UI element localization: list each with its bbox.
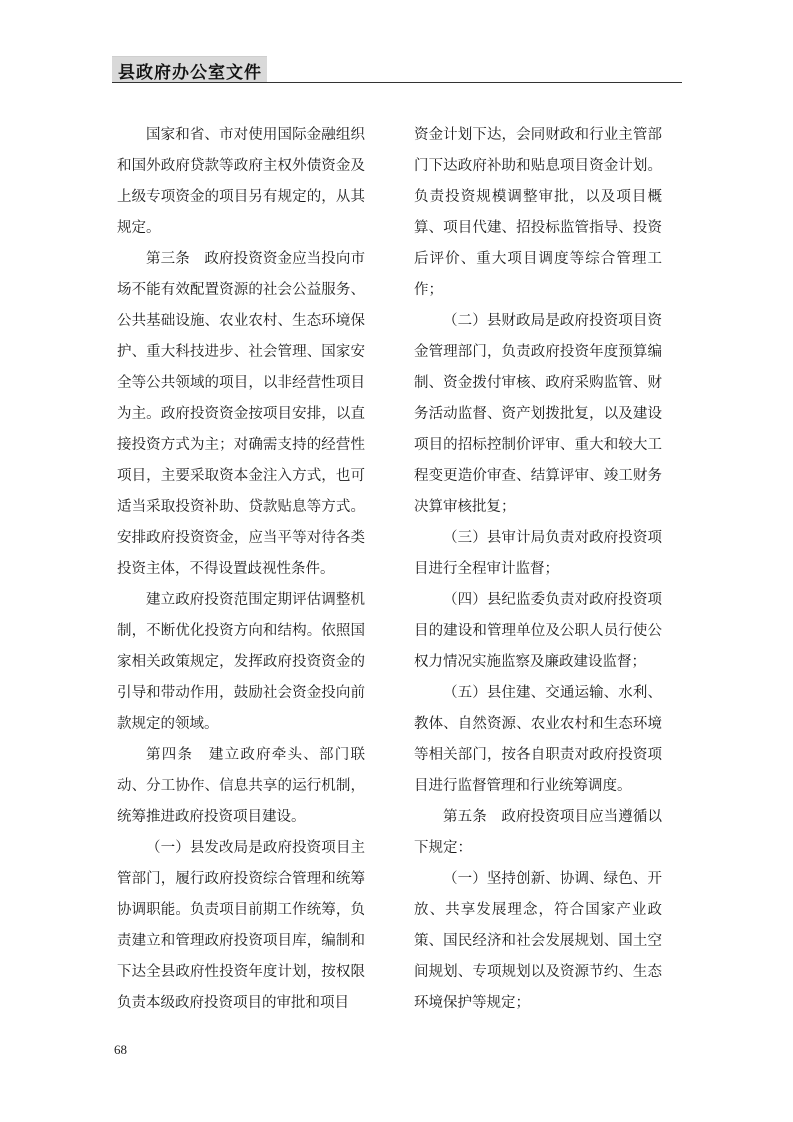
left-text-column (117, 120, 365, 1019)
paragraph: （二）县财政局是政府投资项目资金管理部门，负责政府投资年度预算编制、资金拨付审核、政府采购监管、财务活动监督、资产划拨批复，以及建设项目的招标控制价评审、重大和较大工程变更造价审查、结算评审、竣工财务决算审核批复； (414, 313, 662, 515)
paragraph: （一）坚持创新、协调、绿色、开放、共享发展理念，符合国家产业政策、国民经济和社会发展规划、国土空间规划、专项规划以及资源节约、生态环境保护等规定； (414, 871, 662, 1011)
article-5-paragraph: 第五条 政府投资项目应当遵循以下规定： (414, 809, 662, 856)
paragraph: 国家和省、市对使用国际金融组织和国外政府贷款等政府主权外债资金及上级专项资金的项目另有规定的，从其规定。 (117, 127, 365, 236)
paragraph: 建立政府投资范围定期评估调整机制，不断优化投资方向和结构。依照国家相关政策规定，发挥政府投资资金的引导和带动作用，鼓励社会资金投向前款规定的领域。 (117, 592, 365, 732)
continued-paragraph: 资金计划下达，会同财政和行业主管部门下达政府补助和贴息项目资金计划。负责投资规模调整审批，以及项目概算、项目代建、招投标监管指导、投资后评价、重大项目调度等综合管理工作； (414, 127, 662, 298)
document-header-title: 县政府办公室文件 (118, 63, 262, 83)
paragraph: （五）县住建、交通运输、水利、教体、自然资源、农业农村和生态环境等相关部门，按各自职责对政府投资项目进行监督管理和行业统筹调度。 (414, 685, 662, 794)
article-3-paragraph: 第三条 政府投资资金应当投向市场不能有效配置资源的社会公益服务、公共基础设施、农业农村、生态环境保护、重大科技进步、社会管理、国家安全等公共领域的项目，以非经营性项目为主。政府投资资金按项目安排，以直接投资方式为主；对确需支持的经营性项目，主要采取资本金注入方式，也可适当采取投资补助、贷款贴息等方式。安排政府投资资金，应当平等对待各类投资主体，不得设置歧视性条件。 (117, 251, 365, 577)
paragraph: （三）县审计局负责对政府投资项目进行全程审计监督； (414, 530, 662, 577)
article-4-paragraph: 第四条 建立政府牵头、部门联动、分工协作、信息共享的运行机制，统筹推进政府投资项目建设。 (117, 747, 365, 825)
right-text-column (414, 120, 662, 1019)
page-number: 68 (114, 1042, 127, 1057)
header-divider (112, 82, 682, 83)
paragraph: （四）县纪监委负责对政府投资项目的建设和管理单位及公职人员行使公权力情况实施监察及廉政建设监督； (414, 592, 662, 670)
paragraph: （一）县发改局是政府投资项目主管部门，履行政府投资综合管理和统筹协调职能。负责项目前期工作统筹，负责建立和管理政府投资项目库，编制和下达全县政府性投资年度计划，按权限负责本级政府投资项目的审批和项目 (117, 840, 365, 1011)
